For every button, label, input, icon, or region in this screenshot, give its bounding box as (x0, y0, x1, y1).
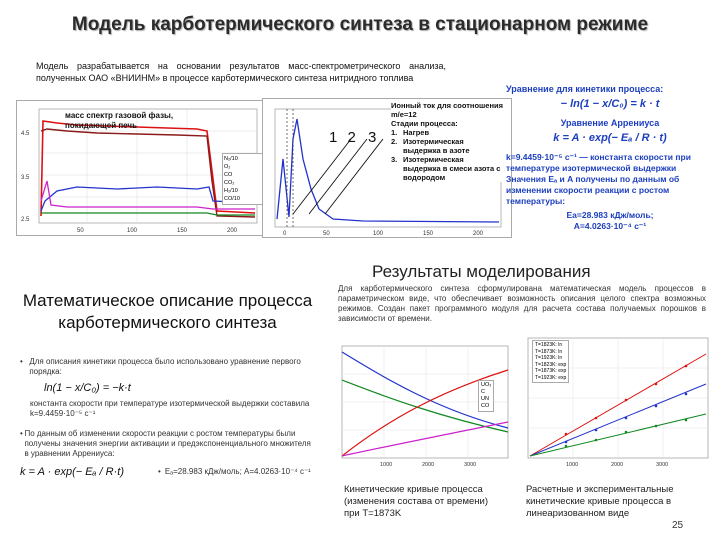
svg-text:3.5: 3.5 (21, 175, 30, 181)
legend-entry: N₂/10 (224, 156, 238, 162)
math-bullet-2: По данным об изменении скорости реакции с ростом температуры были получены значения энергии активации и предэкспоненциального множителя в уравнении Аррениуса: (24, 429, 311, 458)
legend-entry: T=1923K: ln (535, 355, 563, 361)
k-text: k=9.4459·10⁻⁵ с⁻¹ — константа скорости при температуре изотермической выдержки (506, 152, 691, 173)
svg-text:50: 50 (77, 228, 84, 234)
legend-entry: O₂ (224, 164, 231, 170)
svg-text:3000: 3000 (656, 462, 669, 468)
kinetic-curves-chart (328, 340, 512, 468)
legend-entry: T=1873K: ln (535, 348, 563, 355)
legend-entry: C (481, 389, 485, 395)
page-title: Модель карботермического синтеза в стационарном режиме (71, 14, 649, 35)
lin-legend (532, 340, 569, 383)
legend-entry: CO/10 (224, 196, 240, 202)
svg-text:2.5: 2.5 (21, 217, 30, 223)
kinetics-equation: − ln(1 − x/C₀) = k · t (560, 98, 660, 110)
stages-box: Ионный ток для соотношения m/e=12 Стадии процесса: 1. Нагрев 2. Изотермическая выдержка в азоте 3. Изотермическая выдержка в смеси азота с водородом (391, 101, 503, 182)
math-panel-title: Математическое описание процесса карботермического синтеза (22, 291, 313, 332)
svg-text:200: 200 (473, 231, 484, 237)
legend-entry: T=1823K: ln (535, 342, 563, 348)
kinetic-caption: Кинетические кривые процесса (изменения состава от времени) при T=1873K (344, 484, 488, 519)
legend-entry: T=1923K: exp (535, 374, 567, 381)
svg-text:4.5: 4.5 (21, 131, 30, 137)
stage-number: 1 (329, 129, 338, 146)
stage-item: Изотермическая выдержка в азоте (403, 137, 470, 155)
svg-text:2000: 2000 (611, 462, 624, 468)
svg-text:100: 100 (127, 228, 138, 234)
kin-legend (478, 380, 494, 412)
a-value: A=4.0263·10⁻⁴ с⁻¹ (573, 221, 647, 231)
ion-header: Ионный ток для соотношения m/e=12 (391, 101, 503, 119)
legend-entry: T=1873K: exp (535, 368, 567, 374)
intro-text: Модель разрабатывается на основании результатов масс-спектрометрического анализа, полученных ОАО «ВНИИНМ» в процессе карботермического синтеза нитридного топлива (36, 61, 446, 83)
math-bullet-1: Для описания кинетики процесса было использовано уравнение первого порядка: (29, 357, 301, 376)
linearized-chart (516, 334, 712, 468)
math-description-panel: Математическое описание процесса карботермического синтеза • Для описания кинетики процесса было использовано уравнение первого порядка: ln(1 − x/C₀) = −k·t константа скорости при температуре изотермической выдержки составила k=9.4459·10⁻⁵ с⁻¹ • По данным об изменении скорости реакции с ростом температуры были получены значения энергии активации и предэкспоненциального множителя в уравнении Аррениуса: k = A · exp(− Eₐ / R·t) • Eₐ=28.983 кДж/моль; A=4.0263·10⁻⁴ с⁻¹ (10, 287, 325, 540)
legend-entry: CO₂ (224, 180, 235, 186)
ea-value: Ea=28.983 кДж/моль; (566, 210, 654, 220)
legend-entry: UO₂ (481, 382, 492, 388)
stage-number: 3 (368, 129, 377, 146)
kinetics-box (506, 84, 714, 232)
ion-current-chart (262, 98, 512, 238)
linearized-caption: Расчетные и экспериментальные кинетические кривые процесса в линеаризованном виде (526, 484, 674, 519)
svg-text:150: 150 (423, 231, 434, 237)
mass-spectrum-chart (16, 100, 264, 236)
stage-item: Изотермическая выдержка в смеси азота с водородом (403, 155, 501, 182)
results-text: Для карботермического синтеза сформулирована математическая модель процессов в параметрическом виде, что обеспечивает возможность описания целого спектра возможных режимов. Создан пакет программного модуля для расчета состава получаемых порошков в зависимости от времени. (338, 284, 706, 323)
svg-text:1000: 1000 (566, 462, 579, 468)
legend-entry: CO (481, 403, 490, 409)
legend-entry: H₂/10 (224, 188, 238, 194)
stages-title: Стадии процесса: (391, 119, 458, 128)
ms-legend (222, 153, 264, 205)
svg-text:2000: 2000 (422, 462, 435, 468)
ms-annotation: масс спектр газовой фазы, покидающей печь (65, 111, 174, 130)
arrhenius-equation: k = A · exp(− Eₐ / R · t) (553, 132, 667, 144)
svg-text:3000: 3000 (464, 462, 477, 468)
svg-text:150: 150 (177, 228, 188, 234)
math-const-text: константа скорости при температуре изотермической выдержки составила k=9.4459·10⁻⁵ с⁻¹ (30, 399, 310, 418)
ea-text: Значения Eₐ и A получены по данным об изменении скорости реакции с ростом температуры: (506, 174, 680, 206)
legend-entry: T=1823K: exp (535, 361, 567, 368)
page-number: 25 (672, 520, 684, 531)
legend-entry: UN (481, 396, 489, 402)
legend-entry: CO (224, 172, 233, 178)
math-eq-2: k = A · exp(− Eₐ / R·t) (20, 466, 124, 478)
arrhenius-heading: Уравнение Аррениуса (560, 118, 660, 128)
svg-text:100: 100 (373, 231, 384, 237)
svg-text:0: 0 (283, 231, 287, 237)
kinetics-heading: Уравнение для кинетики процесса: (506, 84, 664, 94)
svg-text:200: 200 (227, 228, 238, 234)
svg-text:50: 50 (323, 231, 330, 237)
results-title: Результаты моделирования (372, 262, 591, 281)
math-eq-1: ln(1 − x/C₀) = −k·t (44, 382, 131, 394)
svg-text:1000: 1000 (380, 462, 393, 468)
stage-number: 2 (347, 129, 356, 146)
math-ea-line: Eₐ=28.983 кДж/моль; A=4.0263·10⁻⁴ с⁻¹ (164, 467, 311, 476)
stage-numbers (329, 129, 376, 146)
stage-item: Нагрев (403, 128, 430, 137)
